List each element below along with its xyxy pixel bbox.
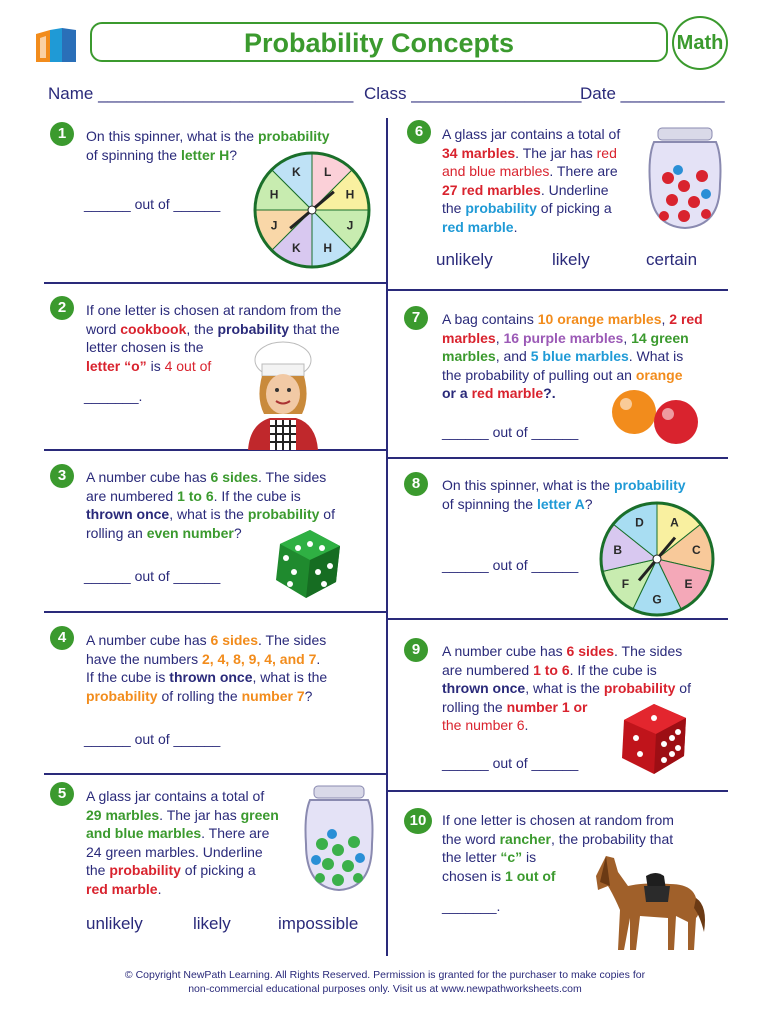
divider bbox=[44, 282, 386, 284]
title-banner bbox=[90, 22, 668, 62]
spinner-letter: L bbox=[324, 165, 332, 180]
copyright-footer bbox=[0, 968, 770, 996]
subject-label: Math bbox=[676, 32, 724, 54]
divider bbox=[386, 618, 728, 620]
red-die-icon bbox=[612, 698, 692, 778]
choice-likely[interactable]: likely bbox=[193, 914, 231, 933]
question-number: 5 bbox=[50, 782, 74, 806]
chef-icon bbox=[242, 338, 324, 450]
name-field[interactable]: Name ___________________________ bbox=[48, 84, 354, 103]
spinner-letter: F bbox=[621, 577, 630, 592]
marble-jar-icon bbox=[646, 126, 724, 230]
spinner-letter: K bbox=[291, 240, 301, 255]
choice-certain[interactable]: certain bbox=[646, 250, 698, 269]
choice-likely[interactable]: likely bbox=[552, 250, 590, 269]
center-divider bbox=[386, 118, 388, 956]
spinner-letter: H bbox=[323, 240, 333, 255]
question-7-text: A bag contains 10 orange marbles, 2 red marbles, 16 purple marbles, 14 green marbles, and 5 blue marbles. What is the probability of pulling out an orange or a red marble?. bbox=[442, 311, 703, 401]
book-logo-icon bbox=[32, 22, 80, 66]
answer-blank[interactable]: _______. bbox=[84, 388, 143, 404]
spinner-letter: A bbox=[670, 515, 679, 530]
question-1-text: On this spinner, what is the probability of spinning the letter H? bbox=[86, 128, 330, 163]
answer-blank[interactable]: ______ out of ______ bbox=[442, 755, 579, 771]
answer-blank[interactable]: ______ out of ______ bbox=[84, 731, 221, 747]
spinner-letter: B bbox=[613, 543, 623, 558]
spinner-letter: J bbox=[346, 218, 354, 233]
question-number: 7 bbox=[404, 306, 428, 330]
spinner-letter: D bbox=[635, 515, 644, 530]
question-number: 3 bbox=[50, 464, 74, 488]
orange-red-marbles-icon bbox=[606, 386, 710, 450]
question-8-text: On this spinner, what is the probability of spinning the letter A? bbox=[442, 477, 686, 512]
question-4-text: A number cube has 6 sides. The sides have the numbers 2, 4, 8, 9, 4, and 7. If the cube is thrown once, what is the probability of rolling the number 7? bbox=[86, 632, 328, 704]
question-number: 4 bbox=[50, 626, 74, 650]
copyright-line-2: non-commercial educational purposes only. Visit us at www.newpathworksheets.com bbox=[188, 983, 582, 995]
green-die-icon bbox=[266, 522, 346, 602]
question-9-text: A number cube has 6 sides. The sides are numbered 1 to 6. If the cube is thrown once, what is the probability of rolling the number 1 or the number 6. bbox=[442, 643, 691, 733]
answer-blank[interactable]: ______ out of ______ bbox=[442, 424, 579, 440]
divider bbox=[44, 449, 386, 451]
page-title: Probability Concepts bbox=[243, 28, 515, 58]
question-number: 2 bbox=[50, 296, 74, 320]
question-number: 8 bbox=[404, 472, 428, 496]
marble-jar-icon bbox=[300, 784, 378, 894]
question-5-text: A glass jar contains a total of 29 marbles. The jar has green and blue marbles. There are 24 green marbles. Underline the probability of picking a red marble. bbox=[86, 788, 279, 897]
question-3-text: A number cube has 6 sides. The sides are numbered 1 to 6. If the cube is thrown once, what is the probability of rolling an even number? bbox=[86, 469, 335, 541]
choice-unlikely[interactable]: unlikely bbox=[86, 914, 143, 933]
subject-badge bbox=[672, 16, 728, 70]
copyright-line-1: © Copyright NewPath Learning. All Rights Reserved. Permission is granted for the purchaser to make copies for bbox=[124, 969, 646, 981]
answer-blank[interactable]: ______ out of ______ bbox=[84, 568, 221, 584]
answer-blank[interactable]: ______ out of ______ bbox=[84, 196, 221, 212]
spinner-hub bbox=[308, 206, 316, 214]
question-6-text: A glass jar contains a total of 34 marbles. The jar has red and blue marbles. There are 27 red marbles. Underline the probability of picking a red marble. bbox=[442, 126, 621, 235]
question-number: 1 bbox=[50, 122, 74, 146]
spinner-hub bbox=[653, 555, 661, 563]
date-field[interactable]: Date ___________ bbox=[580, 84, 725, 103]
horse-icon bbox=[584, 846, 712, 954]
spinner-icon bbox=[598, 500, 716, 618]
spinner-icon bbox=[252, 150, 372, 270]
answer-blank[interactable]: ______ out of ______ bbox=[442, 557, 579, 573]
choice-impossible[interactable]: impossible bbox=[278, 914, 359, 933]
spinner-letter: H bbox=[345, 187, 355, 202]
question-2-text: If one letter is chosen at random from the word cookbook, the probability that the letter chosen is the letter “o” is 4 out of bbox=[86, 302, 342, 374]
answer-blank[interactable]: _______. bbox=[442, 898, 501, 914]
spinner-letter: G bbox=[652, 592, 662, 607]
divider bbox=[386, 790, 728, 792]
question-number: 9 bbox=[404, 638, 428, 662]
choice-unlikely[interactable]: unlikely bbox=[436, 250, 493, 269]
class-field[interactable]: Class __________________ bbox=[364, 84, 582, 103]
question-number: 10 bbox=[404, 808, 432, 834]
divider bbox=[44, 611, 386, 613]
divider bbox=[44, 773, 386, 775]
spinner-letter: E bbox=[684, 577, 693, 592]
question-10-text: If one letter is chosen at random from the word rancher, the probability that the letter “c” is chosen is 1 out of bbox=[442, 812, 674, 884]
spinner-letter: C bbox=[691, 543, 701, 558]
divider bbox=[386, 457, 728, 459]
spinner-letter: H bbox=[269, 187, 279, 202]
spinner-letter: K bbox=[291, 165, 301, 180]
question-number: 6 bbox=[407, 120, 431, 144]
spinner-letter: J bbox=[270, 218, 278, 233]
divider bbox=[386, 289, 728, 291]
